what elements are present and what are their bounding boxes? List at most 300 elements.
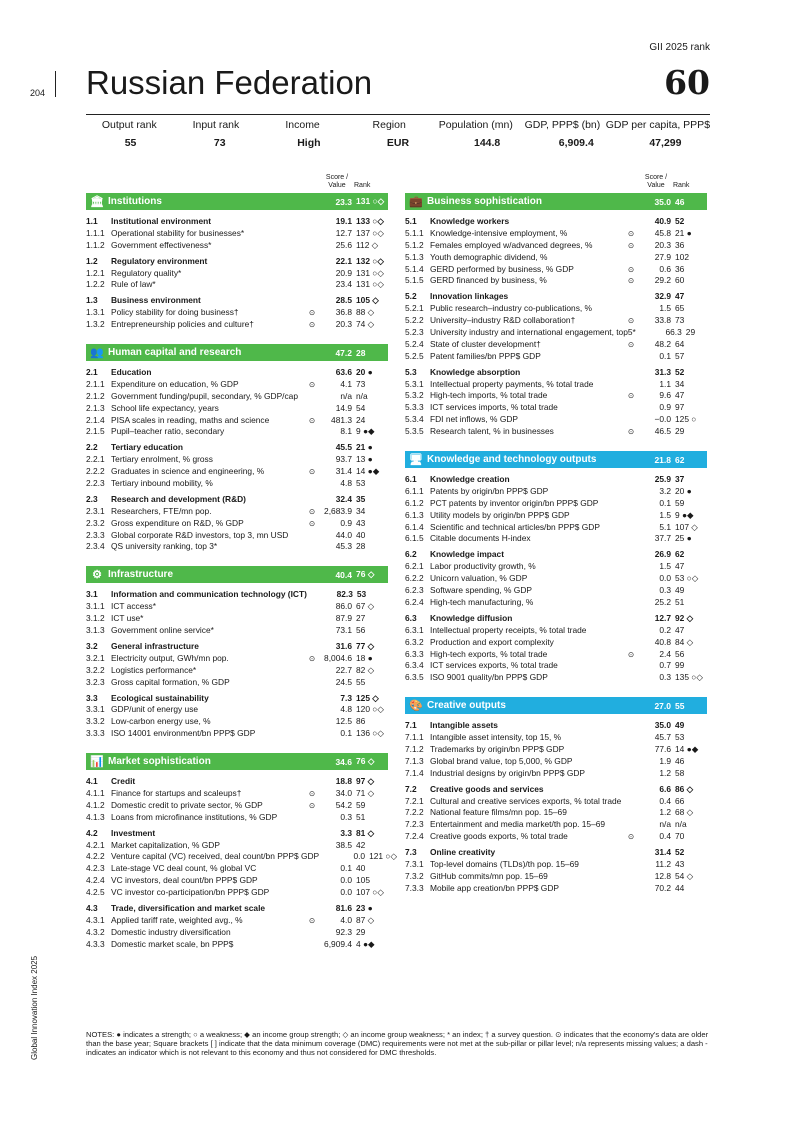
indicator-row xyxy=(405,637,707,649)
pillar-name: Human capital and research xyxy=(108,347,242,359)
indicator-rank: 52 xyxy=(675,366,685,377)
old-data-marker xyxy=(625,672,637,684)
indicator-code: 4.2.5 xyxy=(86,887,105,898)
indicator-name: PISA scales in reading, maths and science xyxy=(111,414,270,425)
people-icon: 👥 xyxy=(90,347,104,360)
indicator-code: 4.3.2 xyxy=(86,926,105,937)
indicator-code: 6.2.4 xyxy=(405,596,424,607)
indicator-score: 54.2 xyxy=(335,799,352,810)
indicator-code: 4.2.4 xyxy=(86,875,105,886)
indicator-row xyxy=(405,414,707,426)
indicator-score: 0.9 xyxy=(659,402,671,413)
old-data-marker xyxy=(625,522,637,534)
indicator-score: 11.2 xyxy=(655,858,671,869)
indicator-row xyxy=(405,533,707,545)
old-data-marker xyxy=(306,601,318,613)
indicator-row xyxy=(86,541,388,553)
old-data-marker: ⊙ xyxy=(308,653,316,663)
indicator-score: 0.4 xyxy=(659,831,671,842)
indicator-code: 3.3.2 xyxy=(86,716,105,727)
indicator-rank: 88 ◇ xyxy=(356,307,375,318)
indicator-name: High-tech manufacturing, % xyxy=(430,596,534,607)
indicator-rank: 66 xyxy=(675,795,685,806)
indicator-code: 4.2 xyxy=(86,827,98,838)
indicator-name: Institutional environment xyxy=(111,216,212,226)
pillar-header xyxy=(86,344,388,361)
indicator-code: 4.1.1 xyxy=(86,787,105,798)
old-data-marker xyxy=(636,327,648,339)
rank-header: Rank xyxy=(673,182,690,189)
indicator-row xyxy=(86,319,388,331)
old-data-marker xyxy=(625,871,637,883)
indicator-score: 31.4 xyxy=(654,847,671,858)
indicator-name: Industrial designs by origin/bn PPP$ GDP xyxy=(430,767,586,778)
indicator-code: 5.2.4 xyxy=(405,338,424,349)
old-data-marker xyxy=(306,478,318,490)
indicator-name: Knowledge absorption xyxy=(430,366,521,377)
indicator-rank: 133 ○◇ xyxy=(356,216,384,226)
indicator-rank: 34 xyxy=(356,505,366,516)
indicator-row xyxy=(86,240,388,252)
indicator-rank: 34 xyxy=(675,378,685,389)
subpillar-row xyxy=(405,216,707,228)
old-data-marker xyxy=(306,927,318,939)
indicator-row xyxy=(86,506,388,518)
old-data-marker: ⊙ xyxy=(627,391,635,401)
indicator-score: 0.7 xyxy=(659,660,671,671)
indicator-code: 1.2.2 xyxy=(86,279,105,290)
indicator-name: High-tech exports, % total trade xyxy=(430,648,548,659)
indicator-score: 93.7 xyxy=(335,454,352,465)
indicator-row xyxy=(86,415,388,427)
indicator-code: 5.3.5 xyxy=(405,426,424,437)
indicator-rank: 24 xyxy=(356,414,366,425)
indicator-rank: 87 ◇ xyxy=(356,914,375,925)
indicator-row xyxy=(86,454,388,466)
indicator-rank: 73 xyxy=(675,315,685,326)
indicator-rank: 105 ◇ xyxy=(356,295,379,306)
indicator-code: 2.3.2 xyxy=(86,517,105,528)
old-data-marker xyxy=(306,216,318,228)
indicator-code: 4.3 xyxy=(86,902,98,913)
old-data-marker xyxy=(306,863,318,875)
indicator-score: 1.2 xyxy=(659,807,671,818)
indicator-name: Finance for startups and scaleups† xyxy=(111,787,242,798)
indicator-code: 5.3 xyxy=(405,366,417,377)
indicator-rank: 137 ○◇ xyxy=(356,227,384,238)
old-data-marker: ⊙ xyxy=(308,800,316,810)
indicator-rank: 43 xyxy=(356,517,366,528)
indicator-name: Gross expenditure on R&D, % GDP xyxy=(111,517,244,528)
indicator-row xyxy=(86,728,388,740)
indicator-name: Software spending, % GDP xyxy=(430,585,532,596)
indicator-score: n/a xyxy=(659,819,671,830)
palette-icon: 🎨 xyxy=(409,700,423,713)
indicator-name: Knowledge diffusion xyxy=(430,612,513,623)
old-data-marker xyxy=(625,573,637,585)
indicator-code: 3.1.2 xyxy=(86,613,105,624)
indicator-rank: 21 ● xyxy=(356,442,373,453)
old-data-marker xyxy=(307,589,319,601)
old-data-marker xyxy=(306,693,318,705)
indicator-rank: 74 ◇ xyxy=(356,319,375,330)
indicator-rank: 52 xyxy=(675,847,685,858)
indicator-code: 4.3.3 xyxy=(86,938,105,949)
old-data-marker: ⊙ xyxy=(627,316,635,326)
right-column xyxy=(405,188,707,903)
indicator-code: 6.3.4 xyxy=(405,660,424,671)
stat-label: Input rank xyxy=(192,119,240,131)
indicator-code: 5.3.4 xyxy=(405,414,424,425)
indicator-name: ICT services imports, % total trade xyxy=(430,402,558,413)
old-data-marker xyxy=(306,887,318,899)
old-data-marker: ⊙ xyxy=(627,832,635,842)
old-data-marker xyxy=(306,268,318,280)
indicator-rank: 107 ◇ xyxy=(675,521,698,532)
indicator-code: 7.2.4 xyxy=(405,831,424,842)
indicator-name: Innovation linkages xyxy=(430,291,509,302)
subpillar-row xyxy=(405,549,707,561)
indicator-score: 14.9 xyxy=(335,402,352,413)
indicator-rank: 29 xyxy=(356,926,366,937)
indicator-row xyxy=(86,601,388,613)
pillar-score: 21.8 xyxy=(654,454,671,465)
indicator-score: 70.2 xyxy=(654,882,671,893)
indicator-code: 5.1.1 xyxy=(405,227,424,238)
indicator-row xyxy=(86,518,388,530)
indicator-score: 12.8 xyxy=(654,870,671,881)
indicator-row xyxy=(405,390,707,402)
old-data-marker xyxy=(306,391,318,403)
old-data-marker: ⊙ xyxy=(627,264,635,274)
old-data-marker xyxy=(306,728,318,740)
indicator-score: 4.8 xyxy=(340,478,352,489)
old-data-marker: ⊙ xyxy=(308,415,316,425)
indicator-rank: 65 xyxy=(675,303,685,314)
indicator-code: 6.1.2 xyxy=(405,497,424,508)
old-data-marker: ⊙ xyxy=(627,649,635,659)
indicator-row xyxy=(86,613,388,625)
pillar-header xyxy=(86,753,388,770)
indicator-rank: 42 xyxy=(356,839,366,850)
indicator-code: 4.2.3 xyxy=(86,863,105,874)
indicator-code: 5.2 xyxy=(405,291,417,302)
indicator-score: 34.0 xyxy=(335,787,352,798)
indicator-code: 1.2 xyxy=(86,255,98,266)
stat-label: Region xyxy=(372,119,406,131)
indicator-name: Pupil–teacher ratio, secondary xyxy=(111,426,225,437)
indicator-code: 7.2.3 xyxy=(405,819,424,830)
indicator-code: 6.3.2 xyxy=(405,636,424,647)
old-data-marker: ⊙ xyxy=(308,308,316,318)
indicator-name: Rule of law* xyxy=(111,279,156,290)
indicator-row xyxy=(86,403,388,415)
indicator-name: Graduates in science and engineering, % xyxy=(111,466,265,477)
old-data-marker xyxy=(306,641,318,653)
subpillar-row xyxy=(86,367,388,379)
indicator-row xyxy=(86,379,388,391)
old-data-marker xyxy=(306,613,318,625)
subpillar-row xyxy=(86,903,388,915)
indicator-rank: 40 xyxy=(356,529,366,540)
old-data-marker xyxy=(306,812,318,824)
subpillar-row xyxy=(86,641,388,653)
indicator-rank: 29 xyxy=(685,327,696,338)
indicator-code: 5.3.2 xyxy=(405,390,424,401)
indicator-name: Intangible assets xyxy=(430,720,498,731)
indicator-score: 0.1 xyxy=(659,497,671,508)
stat-value: EUR xyxy=(386,137,410,149)
indicator-code: 6.1.4 xyxy=(405,521,424,532)
indicator-row xyxy=(86,927,388,939)
indicator-rank: 46 xyxy=(675,755,685,766)
indicator-code: 3.2.2 xyxy=(86,664,105,675)
indicator-score: 12.7 xyxy=(335,227,352,238)
indicator-rank: 58 xyxy=(675,767,685,778)
old-data-marker xyxy=(306,625,318,637)
indicator-row xyxy=(405,510,707,522)
indicator-name: University industry and international engagement, top5* xyxy=(430,327,636,338)
indicator-score: n/a xyxy=(340,390,352,401)
indicator-score: 9.6 xyxy=(659,390,671,401)
indicator-name: Credit xyxy=(111,776,136,787)
indicator-rank: 18 ● xyxy=(356,652,373,663)
indicator-code: 7.2 xyxy=(405,783,417,794)
indicator-row xyxy=(405,831,707,843)
pillar-name: Business sophistication xyxy=(427,196,543,207)
old-data-marker xyxy=(625,291,637,303)
old-data-marker xyxy=(306,875,318,887)
indicator-score: −0.0 xyxy=(654,414,671,425)
indicator-score: 1.5 xyxy=(659,509,671,520)
subpillar-row xyxy=(86,776,388,788)
old-data-marker xyxy=(625,859,637,871)
indicator-name: Top-level domains (TLDs)/th pop. 15–69 xyxy=(430,858,579,869)
indicator-code: 3.1 xyxy=(86,589,98,600)
old-data-marker xyxy=(306,665,318,677)
old-data-marker xyxy=(306,454,318,466)
indicator-score: 5.1 xyxy=(659,521,671,532)
indicator-rank: 92 ◇ xyxy=(675,612,694,623)
indicator-code: 5.2.5 xyxy=(405,350,424,361)
indicator-name: ICT services exports, % total trade xyxy=(430,660,558,671)
pillar-rank: 46 xyxy=(675,196,685,207)
indicator-score: 32.9 xyxy=(654,291,671,302)
indicator-code: 5.2.3 xyxy=(405,327,424,338)
indicator-rank: 131 ○◇ xyxy=(356,267,384,278)
indicator-name: Market capitalization, % GDP xyxy=(111,839,220,850)
indicator-code: 1.3 xyxy=(86,295,98,306)
indicator-score: 33.8 xyxy=(654,315,671,326)
old-data-marker xyxy=(625,351,637,363)
old-data-marker xyxy=(625,732,637,744)
old-data-marker: ⊙ xyxy=(308,467,316,477)
stat-label: Output rank xyxy=(101,119,157,131)
indicator-score: 63.6 xyxy=(335,367,352,378)
indicator-rank: 64 xyxy=(675,338,685,349)
indicator-row xyxy=(405,252,707,264)
pillar-name: Institutions xyxy=(108,196,162,207)
indicator-score: 6,909.4 xyxy=(324,938,352,949)
indicator-code: 1.1.1 xyxy=(86,227,105,238)
indicator-rank: 25 ● xyxy=(675,533,692,544)
indicator-rank: 125 ◇ xyxy=(356,692,379,703)
indicator-name: Information and communication technology (ICT) xyxy=(111,589,307,600)
pillar-rank: 76 ◇ xyxy=(356,569,375,580)
indicator-row xyxy=(405,379,707,391)
pillar-header xyxy=(405,697,707,714)
indicator-code: 1.2.1 xyxy=(86,267,105,278)
indicator-rank: 23 ● xyxy=(356,902,373,913)
old-data-marker xyxy=(306,403,318,415)
indicator-score: 0.0 xyxy=(340,875,352,886)
indicator-score: 0.0 xyxy=(340,887,352,898)
indicator-row xyxy=(86,788,388,800)
indicator-score: 45.3 xyxy=(335,541,352,552)
indicator-score: 20.3 xyxy=(335,319,352,330)
old-data-marker xyxy=(306,426,318,438)
indicator-code: 5.1.2 xyxy=(405,239,424,250)
subpillar-row xyxy=(86,693,388,705)
indicator-row xyxy=(405,240,707,252)
indicator-rank: 47 xyxy=(675,624,685,635)
indicator-name: Domestic market scale, bn PPP$ xyxy=(111,938,234,949)
indicator-row xyxy=(405,339,707,351)
indicator-row xyxy=(405,585,707,597)
indicator-name: QS university ranking, top 3* xyxy=(111,541,218,552)
subpillar-row xyxy=(405,613,707,625)
indicator-rank: 135 ○◇ xyxy=(675,672,703,683)
indicator-score: 0.3 xyxy=(659,585,671,596)
indicator-rank: 57 xyxy=(675,350,685,361)
indicator-score: 25.6 xyxy=(335,239,352,250)
indicator-name: FDI net inflows, % GDP xyxy=(430,414,518,425)
stat-value: 47,299 xyxy=(649,137,682,149)
indicator-score: 0.2 xyxy=(659,624,671,635)
indicator-code: 2.1.1 xyxy=(86,378,105,389)
indicator-rank: 81 ◇ xyxy=(356,827,375,838)
indicator-code: 3.3.1 xyxy=(86,704,105,715)
indicator-score: 44.0 xyxy=(335,529,352,540)
indicator-row xyxy=(405,275,707,287)
indicator-code: 7.1.4 xyxy=(405,767,424,778)
old-data-marker xyxy=(306,776,318,788)
old-data-marker xyxy=(625,768,637,780)
indicator-code: 2.2 xyxy=(86,442,98,453)
indicator-name: Researchers, FTE/mn pop. xyxy=(111,505,212,516)
indicator-score: 1.1 xyxy=(659,378,671,389)
old-data-marker xyxy=(625,252,637,264)
old-data-marker xyxy=(625,784,637,796)
indicator-rank: 53 xyxy=(356,589,367,600)
indicator-rank: 62 xyxy=(675,549,685,560)
subpillar-row xyxy=(86,589,388,601)
indicator-score: 18.8 xyxy=(335,776,352,787)
indicator-rank: 13 ● xyxy=(356,454,373,465)
old-data-marker xyxy=(625,660,637,672)
indicator-code: 5.2.2 xyxy=(405,315,424,326)
indicator-row xyxy=(86,704,388,716)
indicator-row xyxy=(405,303,707,315)
old-data-marker xyxy=(625,303,637,315)
old-data-marker: ⊙ xyxy=(627,427,635,437)
indicator-score: 4.8 xyxy=(340,704,352,715)
page-number: 204 xyxy=(30,88,46,98)
indicator-rank: 36 xyxy=(675,263,685,274)
old-data-marker xyxy=(306,677,318,689)
indicator-code: 4.3.1 xyxy=(86,914,105,925)
indicator-score: 0.6 xyxy=(659,263,671,274)
indicator-score: 28.5 xyxy=(335,295,352,306)
indicator-code: 6.1.5 xyxy=(405,533,424,544)
indicator-score: 20.3 xyxy=(654,239,671,250)
indicator-name: Intellectual property receipts, % total trade xyxy=(430,624,587,635)
indicator-rank: 102 xyxy=(675,251,689,262)
indicator-name: Knowledge creation xyxy=(430,474,510,485)
pillar-header xyxy=(405,193,707,210)
indicator-score: 3.2 xyxy=(659,485,671,496)
subpillar-row xyxy=(405,720,707,732)
indicator-row xyxy=(405,625,707,637)
indicator-code: 3.2.3 xyxy=(86,676,105,687)
old-data-marker xyxy=(625,807,637,819)
indicator-name: Policy stability for doing business† xyxy=(111,307,239,318)
indicator-rank: 60 xyxy=(675,275,685,286)
indicator-code: 5.1.4 xyxy=(405,263,424,274)
indicator-name: University–industry R&D collaboration† xyxy=(430,315,576,326)
old-data-marker: ⊙ xyxy=(308,788,316,798)
indicator-rank: 4 ●◆ xyxy=(356,938,375,949)
indicator-rank: 47 xyxy=(675,291,685,302)
indicator-score: 12.5 xyxy=(335,716,352,727)
summary-stats xyxy=(86,114,710,149)
pillar-name: Infrastructure xyxy=(108,569,174,581)
indicator-name: Citable documents H-index xyxy=(430,533,531,544)
indicator-row xyxy=(86,307,388,319)
indicator-rank: 97 xyxy=(675,402,685,413)
indicator-name: Late-stage VC deal count, % global VC xyxy=(111,863,257,874)
indicator-score: 25.2 xyxy=(654,596,671,607)
indicator-rank: 20 ● xyxy=(675,485,692,496)
indicator-row xyxy=(405,807,707,819)
old-data-marker xyxy=(306,939,318,951)
indicator-code: 4.1 xyxy=(86,776,98,787)
indicator-name: GitHub commits/mn pop. 15–69 xyxy=(430,870,548,881)
indicator-row xyxy=(405,871,707,883)
indicator-name: ICT access* xyxy=(111,601,156,612)
pillar-score: 47.2 xyxy=(335,347,352,358)
indicator-code: 2.2.3 xyxy=(86,478,105,489)
indicator-code: 4.2.1 xyxy=(86,839,105,850)
old-data-marker xyxy=(625,883,637,895)
institution-icon: 🏛 xyxy=(90,196,104,208)
indicator-rank: 77 ◇ xyxy=(356,640,375,651)
indicator-score: 3.3 xyxy=(340,827,352,838)
indicator-name: ISO 14001 environment/bn PPP$ GDP xyxy=(111,728,256,739)
indicator-score: 31.6 xyxy=(335,640,352,651)
old-data-marker xyxy=(625,510,637,522)
indicator-name: Knowledge-intensive employment, % xyxy=(430,227,568,238)
indicator-row xyxy=(405,426,707,438)
subpillar-row xyxy=(86,442,388,454)
indicator-name: High-tech imports, % total trade xyxy=(430,390,548,401)
indicator-rank: 84 ◇ xyxy=(675,636,694,647)
indicator-score: 481.3 xyxy=(331,414,352,425)
indicator-code: 2.1.3 xyxy=(86,402,105,413)
indicator-row xyxy=(405,228,707,240)
old-data-marker xyxy=(625,379,637,391)
indicator-row xyxy=(86,840,388,852)
